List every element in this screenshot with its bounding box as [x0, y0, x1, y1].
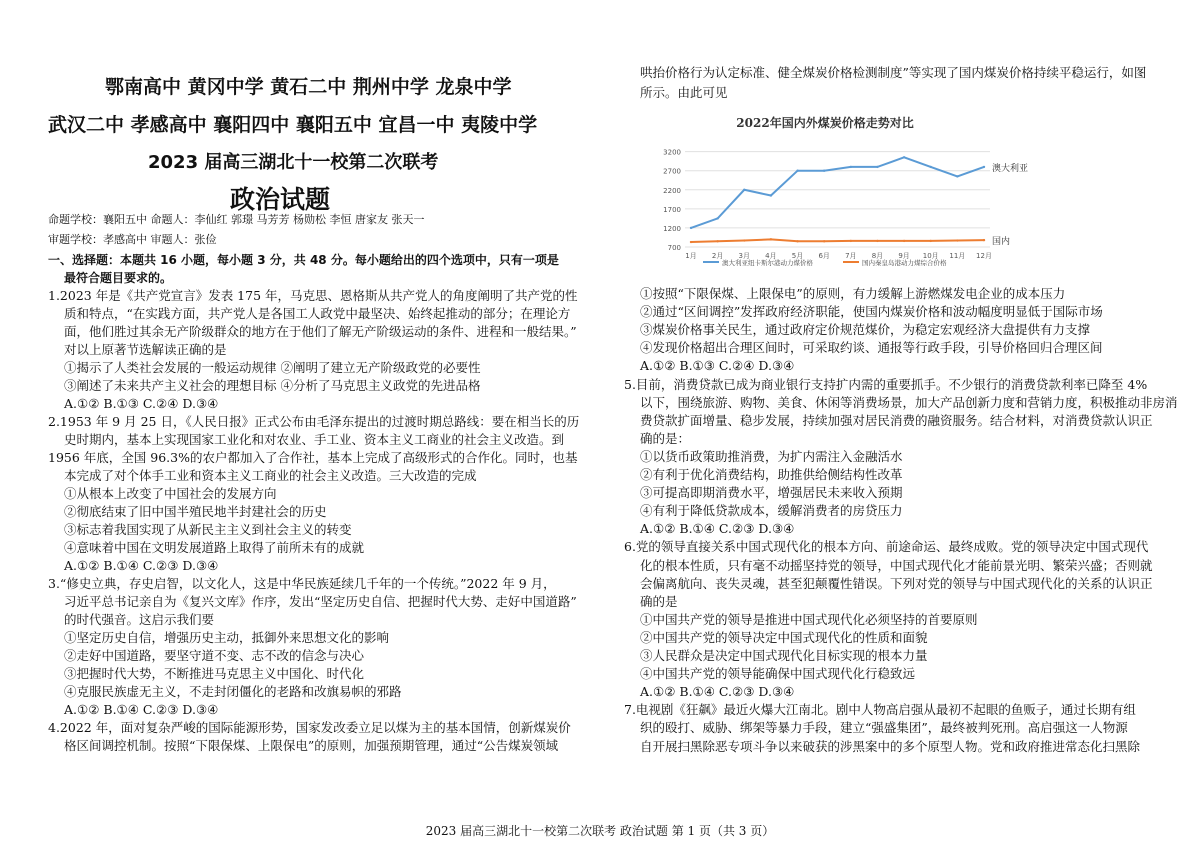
legend-label: 澳大利亚纽卡斯尔港动力煤价格	[722, 259, 813, 267]
data-point	[850, 240, 852, 242]
text-line: 确的是	[640, 593, 678, 609]
text-line: 质和特点，“在实践方面，共产党人是各国工人政党中最坚决、始终起推动的部分；在理论方	[64, 306, 571, 321]
page-footer: 2023 届高三湖北十一校第二次联考 政治试题 第 1 页（共 3 页）	[425, 824, 775, 838]
text-line: ③标志着我国实现了从新民主主义到社会主义的转变	[64, 522, 352, 537]
text-line: 哄抬价格行为认定标准、健全煤炭价格检测制度”等实现了国内煤炭价格持续平稳运行，如图	[640, 65, 1147, 80]
data-point	[903, 156, 905, 158]
text-line: A.①② B.①④ C.②③ D.③④	[640, 684, 795, 700]
series-line-1	[691, 239, 984, 242]
text-line: 的时代强音。这启示我们要	[64, 612, 215, 627]
text-line: 6.党的领导直接关系中国式现代化的根本方向、前途命运、最终成败。党的领导决定中国式现代	[624, 539, 1149, 555]
data-point	[956, 175, 958, 177]
text-line: 确的是：	[640, 430, 691, 446]
data-point	[930, 240, 932, 242]
x-tick-label: 5月	[791, 252, 804, 260]
text-line: 格区间调控机制。按照“下限保煤、上限保电”的原则，加强预期管理，通过“公告煤炭领域	[64, 738, 559, 753]
subject-title: 政治试题	[230, 185, 331, 214]
data-point	[690, 241, 692, 243]
text-line: ①从根本上改变了中国社会的发展方向	[64, 486, 277, 501]
data-point	[823, 240, 825, 242]
data-point	[770, 194, 772, 196]
legend-label: 国内秦皇岛港动力煤综合价格	[862, 259, 947, 267]
exam-meta-authors: 命题学校：襄阳五中 命题人：李仙红 郭璟 马芳芳 杨勋松 李恒 唐家友 张天一	[48, 213, 425, 226]
text-line: ③煤炭价格事关民生，通过政府定价规范煤价，为稳定宏观经济大盘提供有力支撑	[640, 322, 1091, 338]
text-line: ④发现价格超出合理区间时，可采取约谈、通报等行政手段，引导价格回归合理区间	[640, 340, 1103, 356]
text-line: 所示。由此可见	[640, 85, 728, 100]
data-point	[850, 166, 852, 168]
text-line: 2.1953 年 9 月 25 日，《人民日报》正式公布由毛泽东提出的过渡时期总路线：要在相当长的历	[48, 414, 580, 429]
y-tick-label: 700	[667, 244, 681, 252]
text-line: 5.目前，消费贷款已成为商业银行支持扩内需的重要抓手。不少银行的消费贷款利率已降至 4%	[624, 376, 1148, 392]
section-instruction-2: 最符合题目要求的。	[64, 271, 173, 285]
y-tick-label: 1700	[663, 205, 681, 214]
series-end-label: 澳大利亚	[992, 163, 1029, 174]
chart-plot	[645, 112, 1029, 292]
chart-title: 2022年国内外煤炭价格走势对比	[736, 116, 914, 130]
data-point	[956, 239, 958, 241]
data-point	[796, 240, 798, 242]
x-tick-label: 10月	[922, 252, 939, 260]
text-line: 费贷款扩面增量、稳步发展，持续加强对居民消费的融资服务。结合材料，对消费贷款认识正	[640, 412, 1153, 428]
text-line: A.①② B.①③ C.②④ D.③④	[64, 396, 219, 411]
text-line: 4.2022 年，面对复杂严峻的国际能源形势，国家发改委立足以煤为主的基本国情，创新煤炭价	[48, 720, 571, 735]
text-line: ④意味着中国在文明发展道路上取得了前所未有的成就	[64, 540, 365, 555]
series-line-0	[691, 157, 984, 228]
data-point	[743, 239, 745, 241]
text-line: A.①② B.①④ C.②③ D.③④	[640, 521, 795, 537]
section-instruction-1: 一、选择题：本题共 16 小题，每小题 3 分，共 48 分。每小题给出的四个选项中，只有一项是	[48, 253, 559, 267]
data-point	[903, 240, 905, 242]
text-line: A.①② B.①④ C.②③ D.③④	[64, 558, 219, 573]
text-line: 本完成了对个体手工业和资本主义工商业的社会主义改造。三大改造的完成	[64, 468, 477, 483]
text-line: ①以货币政策助推消费，为扩内需注入金融活水	[640, 448, 903, 464]
text-line: 自开展扫黑除恶专项斗争以来破获的涉黑案中的多个原型人物。党和政府推进常态化扫黑除	[640, 738, 1141, 754]
text-line: ④有利于降低贷款成本，缓解消费者的房贷压力	[640, 503, 903, 519]
data-point	[796, 170, 798, 172]
text-line: ③可提高即期消费水平，增强居民未来收入预期	[640, 485, 903, 501]
text-line: ①按照“下限保煤、上限保电”的原则，有力缓解上游燃煤发电企业的成本压力	[640, 286, 1066, 301]
school-list-line-2: 武汉二中 孝感高中 襄阳四中 襄阳五中 宜昌一中 夷陵中学	[48, 114, 538, 136]
series-end-label: 国内	[992, 237, 1011, 248]
text-line: A.①② B.①③ C.②④ D.③④	[640, 358, 795, 374]
y-tick-label: 2700	[663, 167, 681, 176]
data-point	[743, 189, 745, 191]
text-line: ③阐述了未来共产主义社会的理想目标 ④分析了马克思主义政党的先进品格	[64, 378, 481, 393]
text-line: ②中国共产党的领导决定中国式现代化的性质和面貌	[640, 629, 928, 645]
school-list-line-1: 鄂南高中 黄冈中学 黄石二中 荆州中学 龙泉中学	[105, 76, 512, 98]
text-line: ②有利于优化消费结构，助推供给侧结构性改革	[640, 467, 903, 482]
text-line: ①揭示了人类社会发展的一般运动规律 ②阐明了建立无产阶级政党的必要性	[64, 360, 481, 375]
x-tick-label: 9月	[898, 252, 910, 260]
data-point	[716, 240, 718, 242]
y-tick-label: 3200	[663, 148, 681, 157]
text-line: A.①② B.①④ C.②③ D.③④	[64, 702, 219, 717]
text-line: 3.“修史立典，存史启智，以文化人，这是中华民族延续几千年的一个传统。”2022 年 9 月，	[48, 576, 556, 591]
data-point	[823, 170, 825, 172]
text-line: ④中国共产党的领导能确保中国式现代化行稳致远	[640, 666, 916, 682]
text-line: ①中国共产党的领导是推进中国式现代化必须坚持的首要原则	[640, 611, 978, 627]
text-line: ③把握时代大势，不断推进马克思主义中国化、时代化	[64, 666, 365, 681]
x-tick-label: 12月	[976, 252, 992, 260]
y-tick-label: 2200	[663, 186, 681, 195]
text-line: ③人民群众是决定中国式现代化目标实现的根本力量	[640, 648, 928, 663]
x-tick-label: 1月	[685, 252, 697, 260]
data-point	[770, 238, 772, 240]
text-line: 习近平总书记亲自为《复兴文库》作序，发出“坚定历史自信、把握时代大势、走好中国道路”	[64, 594, 577, 609]
x-tick-label: 8月	[871, 252, 884, 260]
data-point	[876, 166, 878, 168]
text-line: ④克服民族虚无主义，不走封闭僵化的老路和改旗易帜的邪路	[64, 684, 402, 699]
data-point	[930, 166, 932, 168]
text-line: 1956 年底，全国 96.3%的农户都加入了合作社，基本上完成了高级形式的合作化。同时，也基	[48, 450, 578, 465]
data-point	[876, 240, 878, 242]
data-point	[716, 217, 718, 219]
data-point	[983, 239, 985, 241]
data-point	[983, 166, 985, 168]
text-line: ②走好中国道路，要坚守道不变、志不改的信念与决心	[64, 648, 365, 663]
text-line: 会偏离航向、丧失灵魂，甚至犯颠覆性错误。下列对党的领导与中国式现代化的关系的认识正	[640, 575, 1153, 591]
text-line: 7.电视剧《狂飙》最近火爆大江南北。剧中人物高启强从最初不起眼的鱼贩子，通过长期有组	[624, 702, 1136, 718]
x-tick-label: 11月	[949, 252, 966, 260]
text-line: 1.2023 年是《共产党宣言》发表 175 年，马克思、恩格斯从共产党人的角度阐明了共产党的性	[48, 288, 578, 303]
text-line: 面，他们胜过其余无产阶级群众的地方在于他们了解无产阶级运动的条件、进程和一般结果。”	[64, 324, 577, 339]
text-line: ②通过“区间调控”发挥政府经济职能，使国内煤炭价格和波动幅度明显低于国际市场	[640, 304, 1103, 320]
y-tick-label: 1200	[663, 224, 681, 233]
text-line: 史时期内，基本上实现国家工业化和对农业、手工业、资本主义工商业的社会主义改造。到	[64, 432, 565, 447]
data-point	[690, 227, 692, 229]
text-line: 对以上原著节选解读正确的是	[64, 342, 227, 357]
text-line: 化的根本性质，只有毫不动摇坚持党的领导，中国式现代化才能前景光明、繁荣兴盛；否则就	[640, 557, 1153, 573]
text-line: 以下，围绕旅游、购物、美食、休闲等消费场景，加大产品创新力度和营销力度，积极推动非房消	[640, 394, 1178, 410]
exam-title: 2023 届高三湖北十一校第二次联考	[148, 152, 439, 173]
x-tick-label: 2月	[711, 252, 724, 260]
x-tick-label: 4月	[765, 252, 777, 260]
text-line: 织的殴打、威胁、绑架等暴力手段，建立“强盛集团”，最终被判死刑。高启强这一人物源	[640, 720, 1128, 736]
x-tick-label: 3月	[738, 252, 751, 260]
coal-price-chart	[645, 112, 1029, 292]
x-tick-label: 6月	[818, 252, 830, 260]
exam-meta-reviewers: 审题学校：孝感高中 审题人：张俭	[48, 233, 217, 246]
x-tick-label: 7月	[845, 252, 857, 260]
text-line: ①坚定历史自信，增强历史主动，抵御外来思想文化的影响	[64, 630, 390, 645]
text-line: ②彻底结束了旧中国半殖民地半封建社会的历史	[64, 504, 327, 519]
